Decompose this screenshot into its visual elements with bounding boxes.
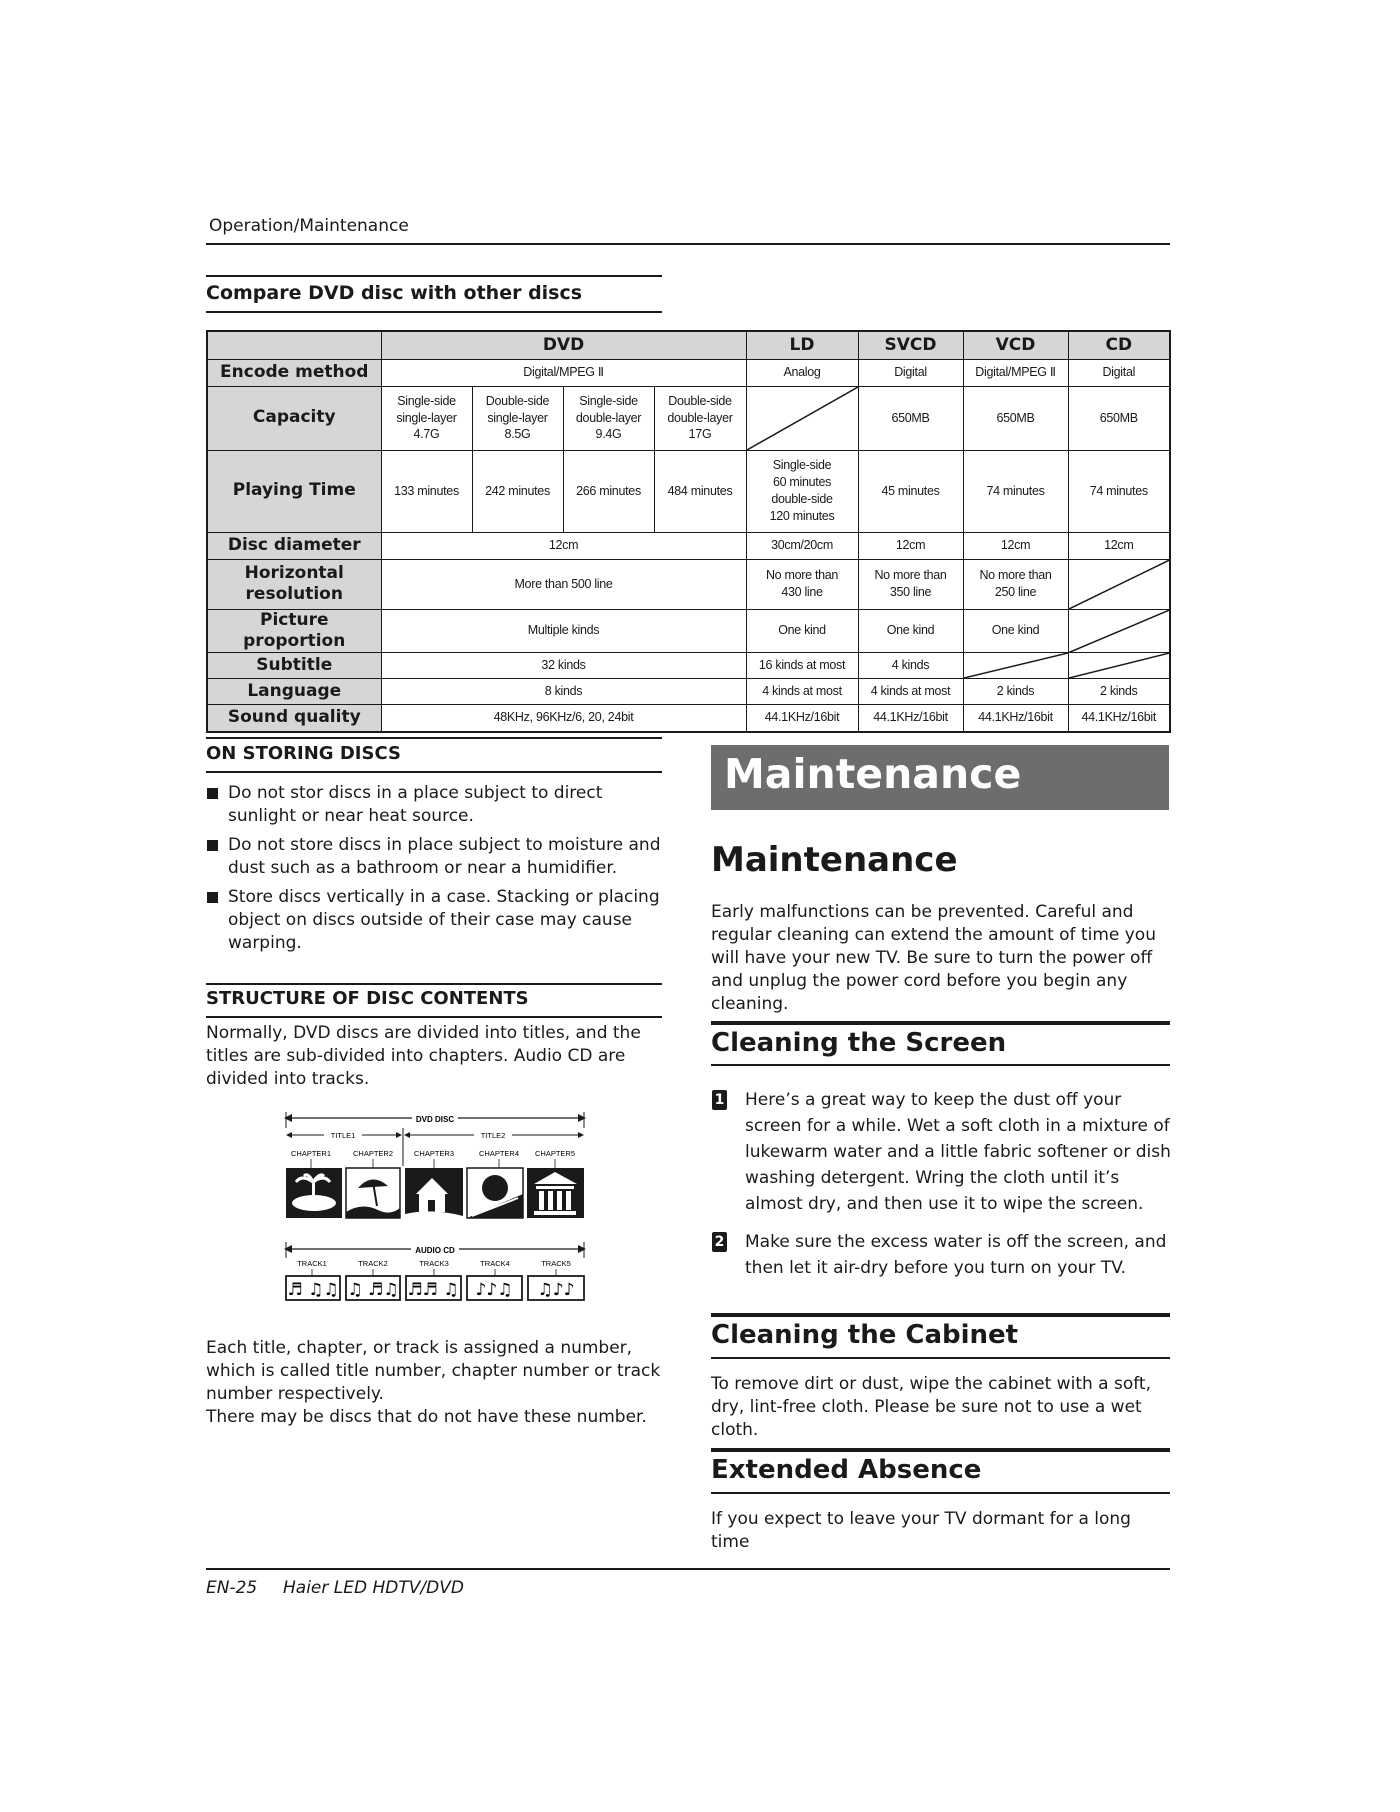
absence-bottom-rule (711, 1492, 1170, 1494)
storing-item: Do not stor discs in a place subject to direct sunlight or near heat source. (207, 782, 667, 828)
maintenance-intro: Early malfunctions can be prevented. Careful and regular cleaning can extend the amount of time you will have your new TV. Be sure to turn the power off and unplug the power cord before you begin any cleaning. (711, 902, 1156, 1014)
row-label-sound: Sound quality (207, 705, 381, 732)
cell-playing-dvd-2: 242 minutes (472, 450, 563, 532)
cell-diameter-ld: 30cm/20cm (746, 532, 858, 559)
title1-label: TITLE1 (330, 1131, 356, 1140)
cell-proportion-svcd: One kind (858, 609, 963, 653)
cell-encode-dvd: Digital/MPEG Ⅱ (381, 359, 746, 386)
cell-subtitle-vcd-na (963, 653, 1068, 679)
cell-diameter-svcd: 12cm (858, 532, 963, 559)
cell-language-vcd: 2 kinds (963, 679, 1068, 705)
screen-top-rule (711, 1021, 1170, 1025)
audio-cd-label: AUDIO CD (415, 1246, 455, 1255)
cell-encode-vcd: Digital/MPEG Ⅱ (963, 359, 1068, 386)
disc-structure-diagram (282, 1108, 588, 1308)
chapter-picture-5 (527, 1168, 584, 1218)
table-corner (207, 331, 381, 359)
col-ld: LD (746, 331, 858, 359)
maintenance-banner: Maintenance (711, 745, 1169, 810)
bullet-square-icon (207, 840, 218, 851)
track1-label: TRACK1 (297, 1259, 327, 1268)
dvd-disc-label: DVD DISC (415, 1115, 455, 1124)
table-row-encode (207, 359, 1170, 386)
cell-resolution-cd-na (1068, 559, 1170, 609)
col-dvd: DVD (381, 331, 746, 359)
cell-subtitle-svcd: 4 kinds (858, 653, 963, 679)
table-header-row (207, 331, 1170, 359)
cell-encode-cd: Digital (1068, 359, 1170, 386)
cell-subtitle-cd-na (1068, 653, 1170, 679)
step-item: 1 Here’s a great way to keep the dust off your screen for a while. Wet a soft cloth in a mixture of lukewarm water and a little fabric softener or dish washing detergent. Wring the cloth until it’s almost dry, and then use it to wipe the screen. (711, 1087, 1171, 1217)
compare-top-rule (206, 275, 662, 277)
cell-language-dvd: 8 kinds (381, 679, 746, 705)
track4-label: TRACK4 (480, 1259, 510, 1268)
cell-language-svcd: 4 kinds at most (858, 679, 963, 705)
step-item: 2 Make sure the excess water is off the screen, and then let it air-dry before you turn on your TV. (711, 1229, 1171, 1281)
col-svcd: SVCD (858, 331, 963, 359)
table-row-capacity (207, 386, 1170, 450)
storing-item: Do not store discs in place subject to moisture and dust such as a bathroom or near a humidifier. (207, 834, 667, 880)
chapter-picture-2 (346, 1168, 400, 1218)
cabinet-bottom-rule (711, 1357, 1170, 1359)
title2-label: TITLE2 (480, 1131, 506, 1140)
structure-intro: Normally, DVD discs are divided into titles, and the titles are sub-divided into chapters. Audio CD are divided into tracks. (206, 1023, 641, 1089)
row-label-capacity: Capacity (207, 386, 381, 450)
chapter3-label: CHAPTER3 (413, 1149, 455, 1158)
cell-diameter-cd: 12cm (1068, 532, 1170, 559)
cell-proportion-cd-na (1068, 609, 1170, 653)
storing-list (207, 782, 667, 961)
cell-proportion-vcd: One kind (963, 609, 1068, 653)
row-label-encode: Encode method (207, 359, 381, 386)
cell-sound-dvd: 48KHz, 96KHz/6, 20, 24bit (381, 705, 746, 732)
cell-capacity-cd: 650MB (1068, 386, 1170, 450)
table-row-subtitle (207, 653, 1170, 679)
cell-proportion-ld: One kind (746, 609, 858, 653)
chapter2-label: CHAPTER2 (352, 1149, 394, 1158)
chapter-picture-3 (405, 1168, 463, 1218)
cell-capacity-dvd-1: Single-side single-layer 4.7G (381, 386, 472, 450)
footer-page-number: EN-25 (206, 1578, 258, 1598)
col-vcd: VCD (963, 331, 1068, 359)
structure-outro: Each title, chapter, or track is assigned a number, which is called title number, chapter number or track number respectively. There may be discs that do not have these number. (206, 1338, 661, 1427)
step-number-icon: 2 (712, 1232, 727, 1252)
cell-sound-svcd: 44.1KHz/16bit (858, 705, 963, 732)
cell-capacity-ld-na (746, 386, 858, 450)
row-label-resolution: Horizontal resolution (207, 559, 381, 609)
storing-item: Store discs vertically in a case. Stacking or placing object on discs outside of their case may cause warping. (207, 886, 667, 955)
step-number-icon: 1 (712, 1090, 727, 1110)
storing-bottom-rule (206, 771, 662, 773)
table-row-sound (207, 705, 1170, 732)
track5-label: TRACK5 (541, 1259, 571, 1268)
maintenance-heading: Maintenance (711, 840, 958, 880)
table-row-playing (207, 450, 1170, 532)
cell-sound-ld: 44.1KHz/16bit (746, 705, 858, 732)
cell-playing-cd: 74 minutes (1068, 450, 1170, 532)
cleaning-cabinet-title: Cleaning the Cabinet (711, 1320, 1019, 1350)
cell-encode-svcd: Digital (858, 359, 963, 386)
footer-product: Haier LED HDTV/DVD (283, 1578, 464, 1598)
row-label-subtitle: Subtitle (207, 653, 381, 679)
bullet-square-icon (207, 892, 218, 903)
row-label-diameter: Disc diameter (207, 532, 381, 559)
table-row-diameter (207, 532, 1170, 559)
table-row-language (207, 679, 1170, 705)
cell-resolution-dvd: More than 500 line (381, 559, 746, 609)
track1-notes-icon: ♬ ♫♫ (287, 1280, 339, 1300)
row-label-proportion: Picture proportion (207, 609, 381, 653)
cell-subtitle-ld: 16 kinds at most (746, 653, 858, 679)
cell-capacity-dvd-3: Single-side double-layer 9.4G (563, 386, 654, 450)
cleaning-screen-title: Cleaning the Screen (711, 1028, 1007, 1058)
cell-resolution-vcd: No more than 250 line (963, 559, 1068, 609)
track5-notes-icon: ♫♪♪ (537, 1280, 575, 1300)
cell-diameter-vcd: 12cm (963, 532, 1068, 559)
track2-notes-icon: ♫ ♬♫ (347, 1280, 399, 1300)
chapter5-label: CHAPTER5 (534, 1149, 576, 1158)
row-label-playing: Playing Time (207, 450, 381, 532)
cell-capacity-vcd: 650MB (963, 386, 1068, 450)
cell-capacity-dvd-2: Double-side single-layer 8.5G (472, 386, 563, 450)
compare-title: Compare DVD disc with other discs (206, 282, 583, 304)
cell-playing-dvd-4: 484 minutes (654, 450, 746, 532)
track4-notes-icon: ♪♪♫ (475, 1280, 513, 1300)
cell-playing-svcd: 45 minutes (858, 450, 963, 532)
cleaning-cabinet-text: To remove dirt or dust, wipe the cabinet with a soft, dry, lint-free cloth. Please be sure not to use a wet cloth. (711, 1374, 1151, 1440)
cell-language-cd: 2 kinds (1068, 679, 1170, 705)
storing-title: ON STORING DISCS (206, 743, 401, 764)
cell-sound-cd: 44.1KHz/16bit (1068, 705, 1170, 732)
compare-bottom-rule (206, 311, 662, 313)
screen-bottom-rule (711, 1064, 1170, 1066)
structure-top-rule (206, 983, 662, 985)
chapter1-label: CHAPTER1 (290, 1149, 332, 1158)
cell-sound-vcd: 44.1KHz/16bit (963, 705, 1068, 732)
track3-label: TRACK3 (419, 1259, 449, 1268)
header-rule (206, 243, 1170, 245)
row-label-language: Language (207, 679, 381, 705)
chapter-picture-1 (286, 1168, 342, 1218)
structure-bottom-rule (206, 1016, 662, 1018)
cell-playing-dvd-3: 266 minutes (563, 450, 654, 532)
cell-playing-dvd-1: 133 minutes (381, 450, 472, 532)
table-row-proportion (207, 609, 1170, 653)
cell-resolution-ld: No more than 430 line (746, 559, 858, 609)
cell-proportion-dvd: Multiple kinds (381, 609, 746, 653)
cell-capacity-svcd: 650MB (858, 386, 963, 450)
cell-diameter-dvd: 12cm (381, 532, 746, 559)
col-cd: CD (1068, 331, 1170, 359)
cell-playing-vcd: 74 minutes (963, 450, 1068, 532)
cleaning-screen-steps (711, 1087, 1171, 1293)
track2-label: TRACK2 (358, 1259, 388, 1268)
storing-top-rule (206, 737, 662, 739)
cell-capacity-dvd-4: Double-side double-layer 17G (654, 386, 746, 450)
running-header: Operation/Maintenance (209, 216, 409, 236)
cell-playing-ld: Single-side 60 minutes double-side 120 minutes (746, 450, 858, 532)
chapter4-label: CHAPTER4 (478, 1149, 520, 1158)
chapter-picture-4 (467, 1168, 523, 1218)
extended-absence-title: Extended Absence (711, 1455, 982, 1485)
cell-language-ld: 4 kinds at most (746, 679, 858, 705)
structure-title: STRUCTURE OF DISC CONTENTS (206, 988, 529, 1009)
bullet-square-icon (207, 788, 218, 799)
absence-top-rule (711, 1448, 1170, 1452)
footer-rule (206, 1568, 1170, 1570)
cell-resolution-svcd: No more than 350 line (858, 559, 963, 609)
cell-subtitle-dvd: 32 kinds (381, 653, 746, 679)
track3-notes-icon: ♬♬ ♫ (407, 1280, 459, 1300)
cabinet-top-rule (711, 1313, 1170, 1317)
extended-absence-text: If you expect to leave your TV dormant for a long time (711, 1509, 1131, 1552)
comparison-table (206, 330, 1171, 733)
table-row-resolution (207, 559, 1170, 609)
cell-encode-ld: Analog (746, 359, 858, 386)
